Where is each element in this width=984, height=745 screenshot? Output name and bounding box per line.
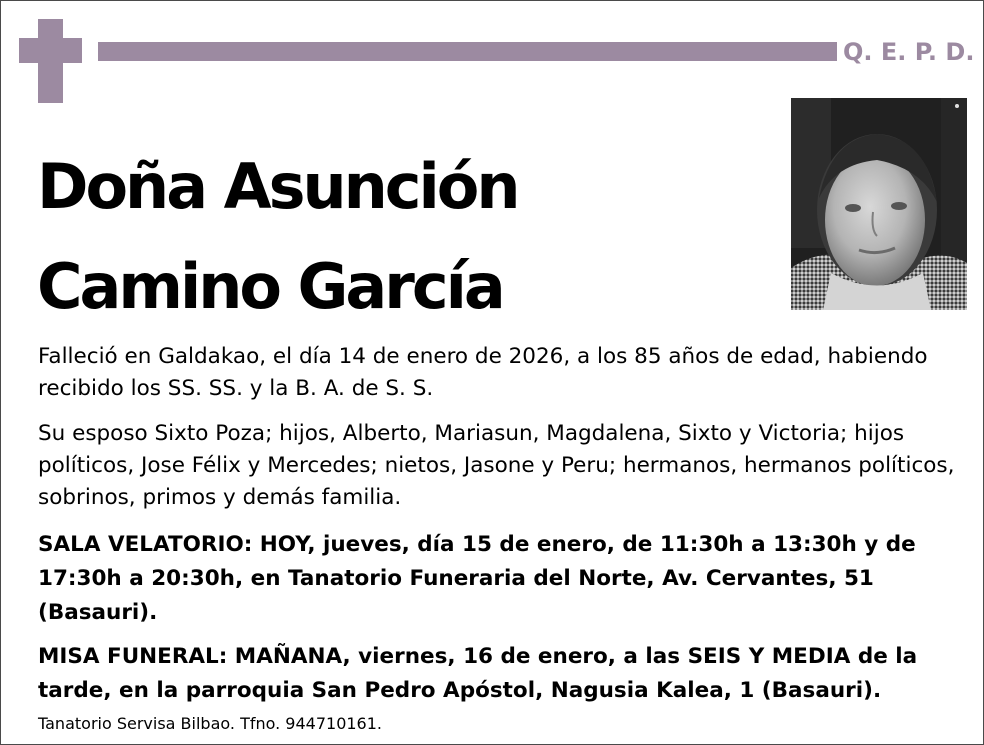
portrait-illustration	[791, 98, 967, 310]
funeral-mass-text: MISA FUNERAL: MAÑANA, viernes, 16 de enero, a las SEIS Y MEDIA de la tarde, en la parroquia San Pedro Apóstol, Nagusia Kalea, 1 (Basauri).	[38, 644, 918, 703]
deceased-name-line2: Camino García	[37, 250, 503, 323]
qepd-label: Q. E. P. D.	[843, 38, 975, 66]
death-notice-text: Falleció en Galdakao, el día 14 de enero de 2026, a los 85 años de edad, habiendo recibido los SS. SS. y la B. A. de S. S.	[38, 344, 928, 401]
deceased-name-line1: Doña Asunción	[37, 150, 518, 223]
header-rule	[98, 42, 837, 61]
wake-info-text: SALA VELATORIO: HOY, jueves, día 15 de enero, de 11:30h a 13:30h y de 17:30h a 20:30h, en Tanatorio Funeraria del Norte, Av. Cervantes, 51 (Basauri).	[38, 532, 916, 625]
cross-horizontal-bar	[19, 38, 82, 63]
funeral-home-contact: Tanatorio Servisa Bilbao. Tfno. 944710161.	[38, 714, 382, 733]
deceased-name	[37, 137, 518, 337]
deceased-portrait	[791, 98, 967, 310]
family-text: Su esposo Sixto Poza; hijos, Alberto, Mariasun, Magdalena, Sixto y Victoria; hijos políticos, Jose Félix y Mercedes; nietos, Jasone y Peru; hermanos, hermanos políticos, sobrinos, primos y demás familia.	[38, 421, 955, 510]
